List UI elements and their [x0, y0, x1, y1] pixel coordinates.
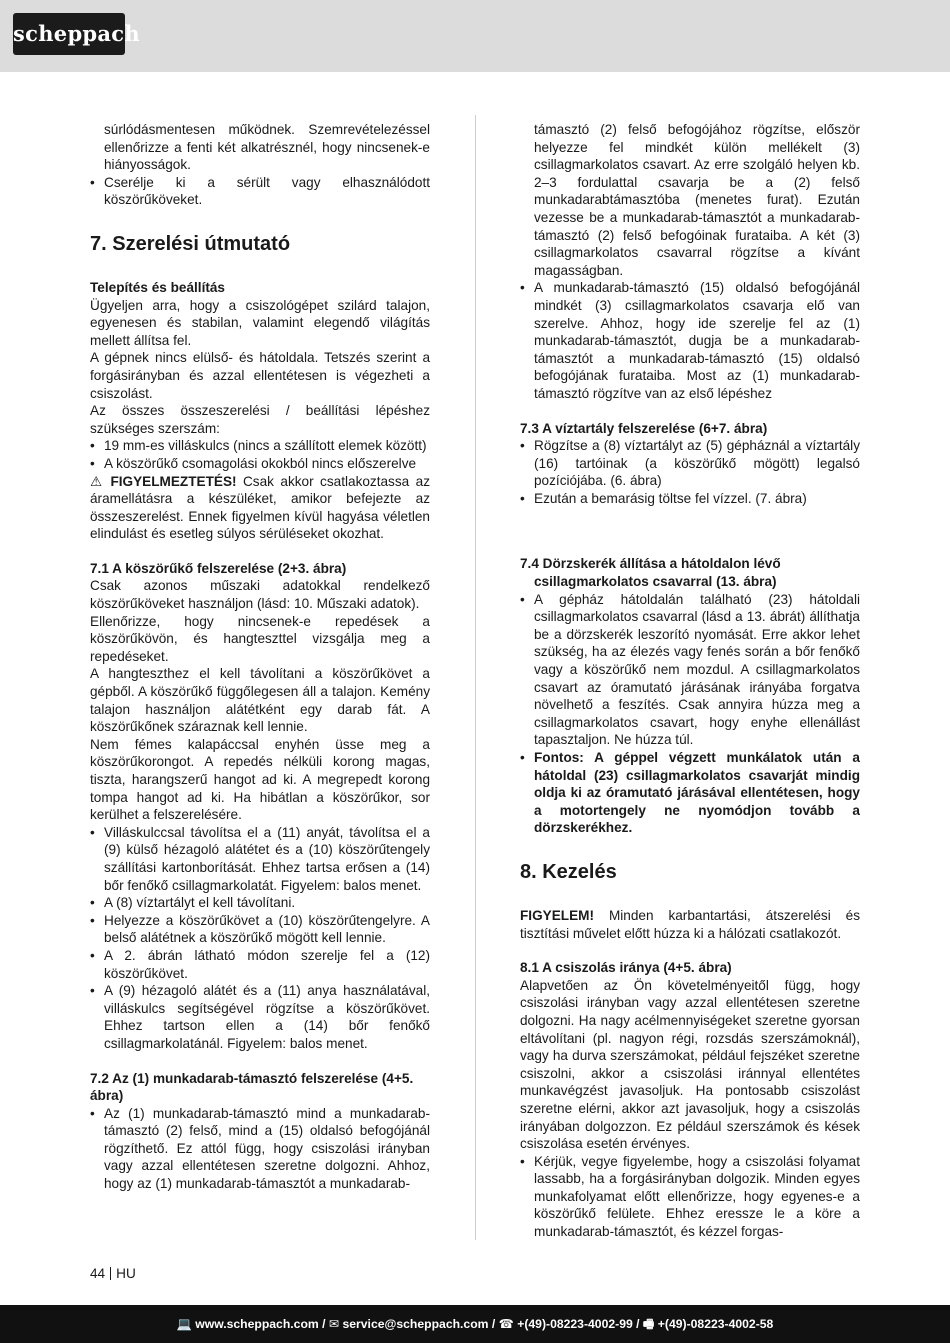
subsection-heading: 7.2 Az (1) munkadarab-támasztó felszerelése (4+5. ábra)	[90, 1070, 414, 1104]
header-bar	[0, 0, 950, 72]
attention-text: Minden karbantartási, átszerelési és tisztítási művelet előtt húzza ki a hálózati csatlakozót.	[520, 907, 860, 941]
separator	[110, 1267, 111, 1280]
important-note: Fontos: A géppel végzett munkálatok után a hátoldal (23) csillagmarkolatos csavarját mindig oldja ki az óramutató járásával ellentétesen, hogy a motortengely ne nyomódjon tovább a dörzskerékhez.	[534, 750, 860, 836]
list-item: • Az (1) munkadarab-támasztó mind a munkadarab-támasztó (2) felső, mind a (15) oldalsó befogójánál rögzíthető. Ez attól függ, hogy csiszolási irányban vagy azzal ellentétesen szeretne dolgozni. Ahhoz, hogy az (1) munkadarab-támasztót a munkadarab-	[90, 1105, 430, 1193]
list-item: • Cserélje ki a sérült vagy elhasználódott köszörűköveket.	[90, 174, 430, 209]
list-item: • Villáskulccsal távolítsa el a (11) anyát, távolítsa el a (9) külső hézagoló alátétet és a (10) köszörűtengely szállítási kartonborítását. Ehhez tartsa erősen a (14) bőr fenőkő csillagmarkolatát. Figyelem: balos menet.	[90, 824, 430, 894]
bullet-list	[90, 174, 430, 209]
attention-label: FIGYELEM!	[520, 907, 595, 923]
subsection-heading: 8.1 A csiszolás iránya (4+5. ábra)	[520, 960, 732, 976]
bullet-list	[520, 1153, 860, 1241]
language-code: HU	[116, 1266, 136, 1281]
paragraph: Ügyeljen arra, hogy a csiszológépet szilárd talajon, egyenesen és stabilan, valamint elegendő világítás mellett állítsa fel.	[90, 297, 430, 348]
list-item: • 19 mm-es villáskulcs (nincs a szállított elemek között)	[90, 437, 430, 455]
list-item: • A (8) víztartályt el kell távolítani.	[90, 894, 430, 912]
bullet-list	[520, 279, 860, 402]
warning-label: FIGYELMEZTETÉS!	[110, 473, 237, 489]
paragraph: Csak azonos műszaki adatokkal rendelkező köszörűköveket használjon (lásd: 10. Műszaki adatok).	[90, 578, 430, 612]
bullet-list	[90, 824, 430, 1053]
warning-text: Csak akkor csatlakoztassa az áramellátásra a készüléket, amikor befejezte az összeszerelést. Ennek figyelmen kívül hagyása véletlen elindulást és esetleg súlyos sérüléseket okozhat.	[90, 473, 430, 542]
paragraph: súrlódásmentesen működnek. Szemrevételezéssel ellenőrizze a fenti két alkatrésznél, hogy nincsenek-e hiányosságok.	[104, 122, 430, 173]
paragraph: Ellenőrizze, hogy nincsenek-e repedések a köszörűkövön, és hangteszttel vizsgálja meg a repedéseket.	[90, 613, 430, 664]
list-item	[520, 749, 860, 837]
section-heading: 8. Kezelés	[520, 860, 617, 883]
bullet-list	[90, 1105, 430, 1193]
warning-icon: ⚠	[90, 473, 103, 489]
list-item: • A 2. ábrán látható módon szerelje fel a (12) köszörűkövet.	[90, 947, 430, 982]
list-item: • A (9) hézagoló alátét és a (11) anya használatával, villáskulcs segítségével rögzítse a köszörűkövet. Ehhez tartson ellen a (14) bőr fenőkő csillagmarkolatánál. Figyelem: balos menet.	[90, 982, 430, 1052]
paragraph: Nem fémes kalapáccsal enyhén üsse meg a köszörűkorongot. A repedés nélküli korong magas, tiszta, harangszerű hangot ad ki. A megrepedt korong tompa hangot ad ki. Ha hibátlan a köszörűkor, sor kerülhet a felszerelésére.	[90, 736, 430, 823]
paragraph: támasztó (2) felső befogójához rögzítse, először helyezze fel mindkét külön mellékelt (3) csillagmarkolatos csavart. Az erre szolgáló helyen kb. 2–3 fordulattal csavarja be a (2) felső munkadarabtámasztóba (menetes furat). Ezután vezesse be a munkadarab-támasztót a munkadarab-támasztó (2) felső befogóinak furataiba. A két (3) csillagmarkolatos csavarral rögzítse a kívánt magasságban.	[534, 122, 860, 278]
bullet-list	[520, 591, 860, 837]
list-item: • A munkadarab-támasztó (15) oldalsó befogójánál mindkét (3) csillagmarkolatos csavarja elő van szerelve. Ahhoz, hogy ide szerelje fel az (1) munkadarab-támasztót, dugja be a munkadarab-támasztót a munkadarab-támasztó (15) oldalsó befogójának furataiba. Most az (1) munkadarab-támasztó rögzítve van az első lépéshez	[520, 279, 860, 402]
contact-info: 💻 www.scheppach.com / ✉ service@scheppach.com / ☎ +(49)-08223-4002-99 / 🖷 +(49)-08223-4002-58	[176, 1317, 774, 1331]
list-item: • A gépház hátoldalán található (23) hátoldali csillagmarkolatos csavarral (lásd a 13. ábrát) állíthatja be a dörzskerék leszorító nyomását. Erre akkor lehet szükség, ha az élezés vagy fenés során a bőr fenőkő vagy a köszörűkő nem mozdul. A csillagmarkolatos csavart az óramutató járásának irányába forgatva növelhető a feszítés. Csak annyira húzza meg a csillagmarkolatos csavart, hogy enyhe ellenállást tapasztaljon. Ne húzza túl.	[520, 591, 860, 749]
left-column	[90, 121, 430, 1193]
section-heading: 7. Szerelési útmutató	[90, 232, 291, 255]
brand-logo: scheppach	[13, 13, 125, 55]
list-item: • Kérjük, vegye figyelembe, hogy a csiszolási folyamat lassabb, ha a forgásirányban dolgozik. Minden egyes munkafolyamat előtt ellenőrizze, hogy egyenes-e a köszörűkő felülete. Ehhez eressze le a köre a munkadarab-támasztót, és kézzel forgas-	[520, 1153, 860, 1241]
contact-bar	[0, 1305, 950, 1343]
subsection-heading: 7.4 Dörzskerék állítása a hátoldalon lévő csillagmarkolatos csavarral (13. ábra)	[520, 556, 781, 590]
page-number: 44	[90, 1266, 106, 1281]
subsection-heading: 7.1 A köszörűkő felszerelése (2+3. ábra)	[90, 560, 347, 576]
paragraph: Az összes összeszerelési / beállítási lépéshez szükséges szerszám:	[90, 403, 430, 436]
paragraph	[520, 907, 860, 942]
list-item: • A köszörűkő csomagolási okokból nincs előszerelve	[90, 455, 430, 473]
subsection-heading: Telepítés és beállítás	[90, 279, 225, 295]
page-footer	[90, 1265, 136, 1282]
list-item: • Helyezze a köszörűkövet a (10) köszörűtengelyre. A belső alátétnek a köszörűkő mögött kell lennie.	[90, 912, 430, 947]
subsection-heading: 7.3 A víztartály felszerelése (6+7. ábra)	[520, 420, 768, 436]
warning-paragraph	[90, 473, 430, 543]
list-item: • Ezután a bemarásig töltse fel vízzel. (7. ábra)	[520, 490, 860, 508]
paragraph: Alapvetően az Ön követelményeitől függ, hogy csiszolási irányban vagy azzal ellentétesen szeretne dolgozni. Ha nagy acélmennyiségeket szeretne gyorsan eltávolítani (pl. nagyon régi, rozsdás szerszámoknál), vagy ha durva szerszámokat, például fejszéket szeretne csiszolni, akkor a csiszolási iránnyal ellentétes munkavégzést javasoljuk. Ha pontosabb csiszolást szeretne elérni, akkor azt javasoljuk, hogy a csiszolás irányában dolgozzon. Ez például szerszámok és kések csiszolása esetén érvényes.	[520, 977, 860, 1152]
right-column	[520, 121, 860, 1241]
paragraph: A gépnek nincs elülső- és hátoldala. Tetszés szerint a forgásirányban és azzal ellentétesen is végezheti a csiszolást.	[90, 350, 430, 401]
bullet-list	[520, 437, 860, 507]
bullet-list	[90, 437, 430, 472]
paragraph: A hangteszthez el kell távolítani a köszörűkövet a gépből. A köszörűkő függőlegesen áll a talajon. Kemény talajon használjon alátétként egy darab fát. A köszörűkőnek száraznak kell lennie.	[90, 666, 430, 735]
list-item: • Rögzítse a (8) víztartályt az (5) gépháznál a víztartály (16) tartóinak (a köszörűkő mögött) legalsó pozíciójába. (6. ábra)	[520, 437, 860, 490]
column-divider	[475, 115, 476, 1240]
